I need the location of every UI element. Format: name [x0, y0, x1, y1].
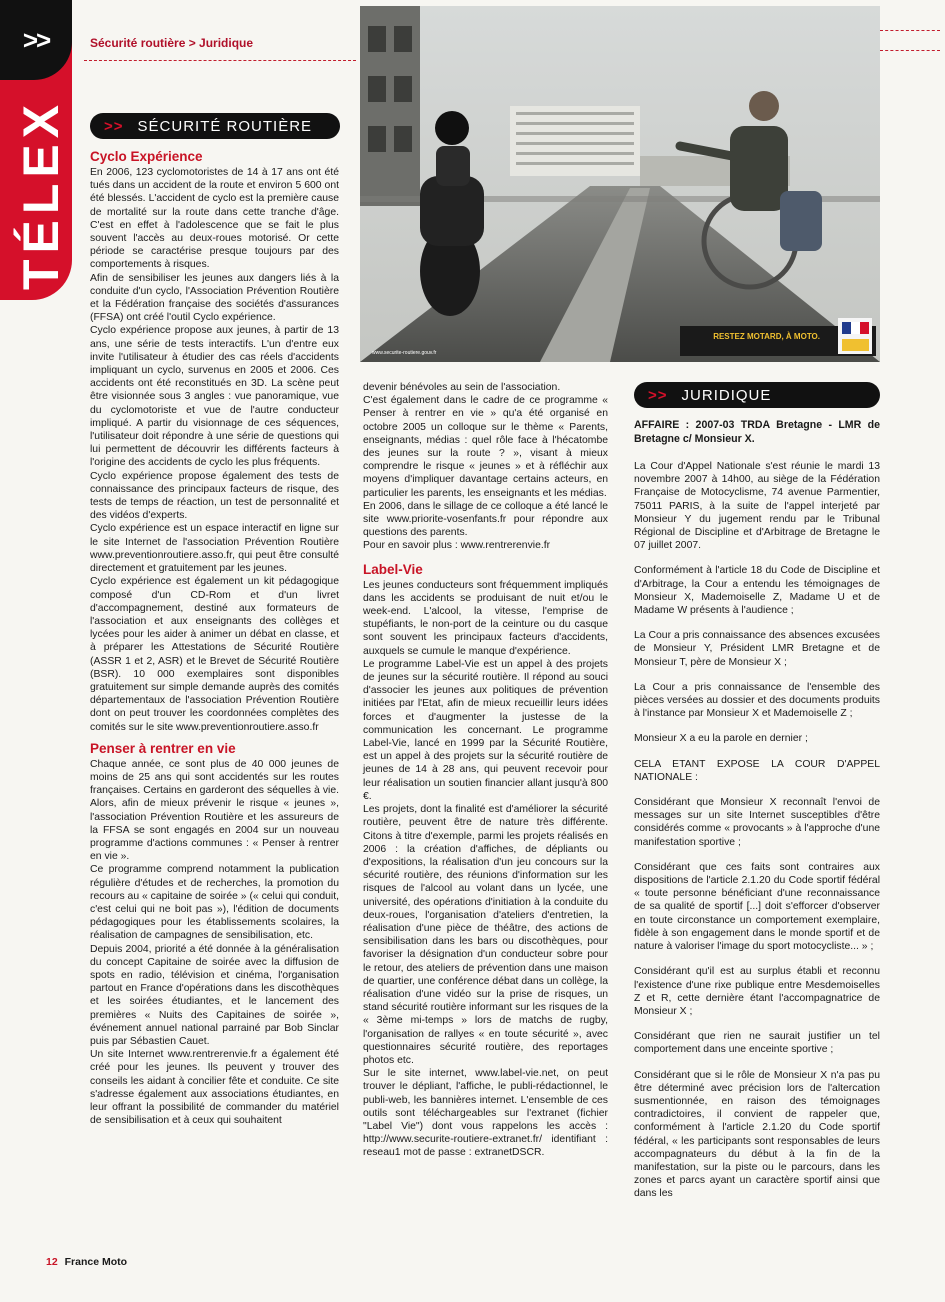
paragraph: Cyclo expérience est un espace interactif en ligne sur le site Internet de l'association Prévention Routière www.preventionroutiere.asso.fr, qui peut être consulté directement et gratuitement par les jeunes. [90, 523, 339, 575]
paragraph: Monsieur X a eu la parole en dernier ; [634, 733, 808, 745]
paragraph: Conformément à l'article 18 du Code de Discipline et d'Arbitrage, la Cour a entendu les témoignages de Monsieur X, Mademoiselle Z, Madame U et de Madame W présents à l'audience ; [634, 565, 880, 617]
paragraph: La Cour a pris connaissance des absences excusées de Monsieur Y, Président LMR Bretagne et de Monsieur T, père de Monsieur X ; [634, 630, 880, 668]
paragraph: En 2006, dans le sillage de ce colloque a été lancé le site www.priorite-vosenfants.fr pour répondre aux questions des parents. [363, 500, 608, 539]
double-chevron-icon: >> [648, 386, 668, 404]
telex-label: TÉLEX [13, 98, 69, 290]
breadcrumb-divider [84, 60, 356, 61]
article-title: Label-Vie [363, 561, 423, 577]
column-left [90, 146, 339, 1127]
paragraph: CELA ETANT EXPOSE LA COUR D'APPEL NATIONALE : [634, 758, 880, 783]
advertising-photo [360, 6, 880, 362]
page-number: 12 [46, 1256, 58, 1268]
paragraph: Considérant que ces faits sont contraires aux dispositions de l'article 2.1.20 du Code sportif fédéral « toute personne bénéficiant d'une reconnaissance de sa qualité de sportif [...] doit s'efforcer d'observer en toute circonstance un comportement exemplaire, fidèle à son engagement dans le monde sportif et de nature à valoriser l'image du sport motocycliste... » ; [634, 861, 880, 953]
svg-text:www.securite-routiere.gouv.fr: www.securite-routiere.gouv.fr [372, 350, 437, 356]
paragraph: C'est également dans le cadre de ce programme « Penser à rentrer en vie » qu'a été organisé en octobre 2005 un colloque sur le thème « Parents, enseignants, médias : quel rôle face à l'hécatombe des jeunes sur la route ? », visant à mieux comprendre le risque « jeunes » et à réfléchir aux moyens d'impliquer davantage certains acteurs, en particulier les parents, les enseignants et les médias. [363, 395, 608, 499]
section-title: JURIDIQUE [681, 386, 772, 404]
street-scene-image [360, 6, 880, 362]
paragraph: Cyclo expérience propose aux jeunes, à partir de 13 ans, une série de tests interactifs. L'un d'entre eux invite l'utilisateur à étudier des cas réels d'accidents impliquant un cyclo, survenus en 2005 et 2006. Ces accidents ont été reconstitués en 3D. La scène peut être visionnée sous 3 angles : vue panoramique, vue du cyclomotoriste et vue de l'autre conducteur impliqué. A partir du visionnage de ces séquences, l'utilisateur doit répondre à une série de questions qui lui permettent de découvrir les différents facteurs à l'origine des accidents de cyclo les plus fréquents. [90, 325, 339, 469]
paragraph: Pour en savoir plus : www.rentrerenvie.fr [363, 540, 551, 552]
paragraph: Les projets, dont la finalité est d'améliorer la sécurité routière, peuvent être de nature très différente. Citons à titre d'exemple, parmi les projets réalisés en 2006 : la création d'affiches, de dépliants ou d'expositions, la réalisation d'un jeu concours sur la sécurité routière, des réunions d'information sur les risques de l'alcool au volant dans un lycée, une université, des opérations d'initiation à la conduite du deux-roues, l'organisation d'ateliers d'entretien, la réalisation d'une pièce de théâtre, des actions de sensibilisation dans les bars ou discothèques, pour favoriser la désignation d'un conducteur sobre pour le retour, des ateliers de prévention dans une maison de quartier, une conférence débat dans un collège, la réalisation d'une vidéo sur la prise de risques, un stand sécurité routière informant sur les risques de la « 3ème mi-temps » lors de matchs de rugby, l'organisation de rallyes « en toute sécurité », avec questionnaires sécurité routière, des reportages photos etc. [363, 804, 608, 1066]
double-chevron-icon: >> [0, 0, 72, 80]
svg-text:RESTEZ MOTARD, À MOTO.: RESTEZ MOTARD, À MOTO. [713, 332, 820, 341]
magazine-name: France Moto [64, 1256, 128, 1268]
paragraph: La Cour d'Appel Nationale s'est réunie le mardi 13 novembre 2007 à 14h00, au siège de la Fédération Française de Motocyclisme, 74 avenue Parmentier, 75011 PARIS, à la suite de l'appel interjeté par Monsieur Y du jugement rendu par le Tribunal Régional de Discipline et d'Arbitrage de Bretagne le 07 juillet 2007. [634, 461, 880, 552]
affaire-title: AFFAIRE : 2007-03 TRDA Bretagne - LMR de Bretagne c/ Monsieur X. [634, 419, 880, 445]
paragraph: Considérant que rien ne saurait justifier un tel comportement dans une enceinte sportive ; [634, 1031, 880, 1056]
paragraph: Considérant que si le rôle de Monsieur X n'a pas pu être déterminé avec précision lors de l'altercation susmentionnée, en raison des témoignages contradictoires, il convient de rappeler que, conformément à l'article 2.1.20 du Code sportif fédéral, « les participants sont responsables de leurs accompagnateurs du début à la fin de la manifestation, sur la piste ou le parcours, dans les zones et parcs ayant un caractère sportif ainsi que dans les [634, 1069, 880, 1200]
paragraph: Considérant qu'il est au surplus établi et reconnu l'existence d'une rixe publique entre Mesdemoiselles Z et R, cette dernière étant l'accompagnatrice de Monsieur X ; [634, 966, 880, 1017]
paragraph: Considérant que Monsieur X reconnaît l'envoi de messages sur un site Internet susceptibles d'être considérés comme « provocants » à l'approche d'une manifestation sportive ; [634, 797, 880, 848]
paragraph: Sur le site internet, www.label-vie.net, on peut trouver le dépliant, l'affiche, le publi-rédactionnel, le publi-web, les bannières internet. L'ensemble de ces outils sont téléchargeables sur l'extranet (fichier "Label Vie") dont vous rappelons les accès : http://www.securite-routiere-extranet.fr/ identifiant : reseau1 mot de passe : extranetDSCR. [363, 1068, 608, 1159]
paragraph: Afin de sensibiliser les jeunes aux dangers liés à la conduite d'un cyclo, l'Association Prévention Routière et la Fédération française des sociétés d'assurances (FFSA) ont créé l'outil Cyclo expérience. [90, 272, 339, 324]
paragraph: La Cour a pris connaissance de l'ensemble des pièces versées au dossier et des documents produits à l'instance par Monsieur X et Mademoiselle Z ; [634, 681, 880, 720]
paragraph: Ce programme comprend notamment la publication régulière d'études et de recherches, la promotion du recours au « capitaine de soirée » (« celui qui conduit, c'est celui qui ne boit pas »), l'édition de documents pédagogiques pour les établissements scolaires, la réalisation de campagnes de sensibilisation, etc. [90, 864, 339, 942]
paragraph: Le programme Label-Vie est un appel à des projets de jeunes sur la sécurité routière. Il répond au souci d'associer les jeunes aux politiques de prévention initiées par l'Etat, afin de mieux recueillir leurs idées forces et d'augmenter la justesse de la communication les concernant. Le programme Label-Vie, lancé en 1999 par la Sécurité Routière, est un appel à des projets sur la sécurité routière de jeunes de 14 à 28 ans, qui peuvent recevoir pour leur réalisation un soutien financier allant jusqu'à 800 €. [363, 658, 608, 802]
section-header-juridique [634, 382, 880, 408]
paragraph: Les jeunes conducteurs sont fréquemment impliqués dans les accidents se produisant de nuit et/ou le week-end. L'alcool, la vitesse, l'emprise de stupéfiants, le non-port de la ceinture ou du casque sont souvent les principaux facteurs d'accidents, auxquels se cumule le manque d'expérience. [363, 579, 608, 657]
divider-right-2 [880, 50, 940, 51]
paragraph: En 2006, 123 cyclomotoristes de 14 à 17 ans ont été tués dans un accident de la route et environ 5 600 ont été blessés. L'accident de cyclo est la première cause de mortalité sur la route dans cette tranche d'âge. C'est en effet à l'adolescence que se fait le plus souvent l'accès au deux-roues motorisé. Or cette période se caractérise presque toujours par des comportements à risques. [90, 167, 339, 271]
article-title: Cyclo Expérience [90, 149, 203, 164]
paragraph: Chaque année, ce sont plus de 40 000 jeunes de moins de 25 ans qui sont accidentés sur les routes françaises. Certains en garderont des séquelles à vie. Alors, afin de mieux prévenir le risque « jeunes », l'association Prévention Routière et les assureurs de la FFSA se sont engagés en 2004 sur un nouveau programme d'actions communes : « Penser à rentrer en vie ». [90, 758, 339, 863]
paragraph: Cyclo expérience est également un kit pédagogique composé d'un CD-Rom et d'un livret d'accompagnement, destiné aux formateurs de l'association et aux enseignants des collèges et lycées pour les aider à animer un débat en classe, et à préparer les Attestations de Sécurité Routière (ASSR 1 et 2, ASR) et le Brevet de Sécurité Routière (BSR). 10 000 exemplaires sont disponibles gratuitement sur simple demande auprès des comités départementaux de l'association Prévention Routière dont on peut trouver les coordonnées complètes des comités sur le site www.preventionroutiere.asso.fr [90, 576, 339, 733]
section-header-securite [90, 113, 340, 139]
page-footer [46, 1256, 127, 1268]
section-title: SÉCURITÉ ROUTIÈRE [137, 117, 313, 135]
column-right [634, 418, 880, 1213]
double-chevron-icon: >> [104, 117, 124, 135]
paragraph: Depuis 2004, priorité a été donnée à la généralisation du concept Capitaine de soirée avec la diffusion de spots en radio, télévision et cinéma, l'organisation partout en France d'opérations dans les discothèques et les soirées étudiantes, et le lancement des premières « Nuits des Capitaines de soirée », événement annuel national parrainé par Bob Sinclar puis par Sébastien Cauet. [90, 943, 339, 1047]
telex-side-tab [0, 0, 72, 300]
column-middle [363, 381, 608, 1160]
paragraph: Cyclo expérience propose également des tests de connaissance des principaux facteurs de risque, des tests de temps de réaction, un test de personnalité et des vidéos d'experts. [90, 470, 339, 522]
divider-right [880, 30, 940, 31]
breadcrumb: Sécurité routière > Juridique [90, 36, 254, 50]
paragraph: Un site Internet www.rentrerenvie.fr a également été créé pour les jeunes. Ils peuvent y trouver des conseils les aidant à concilier fête et conduite. Ce site s'adresse également aux associations étudiantes, en leur offrant la possibilité de commander du matériel de sensibilisation et à ceux qui souhaitent [90, 1049, 339, 1127]
paragraph: devenir bénévoles au sein de l'association. [363, 382, 561, 393]
article-title: Penser à rentrer en vie [90, 740, 236, 756]
